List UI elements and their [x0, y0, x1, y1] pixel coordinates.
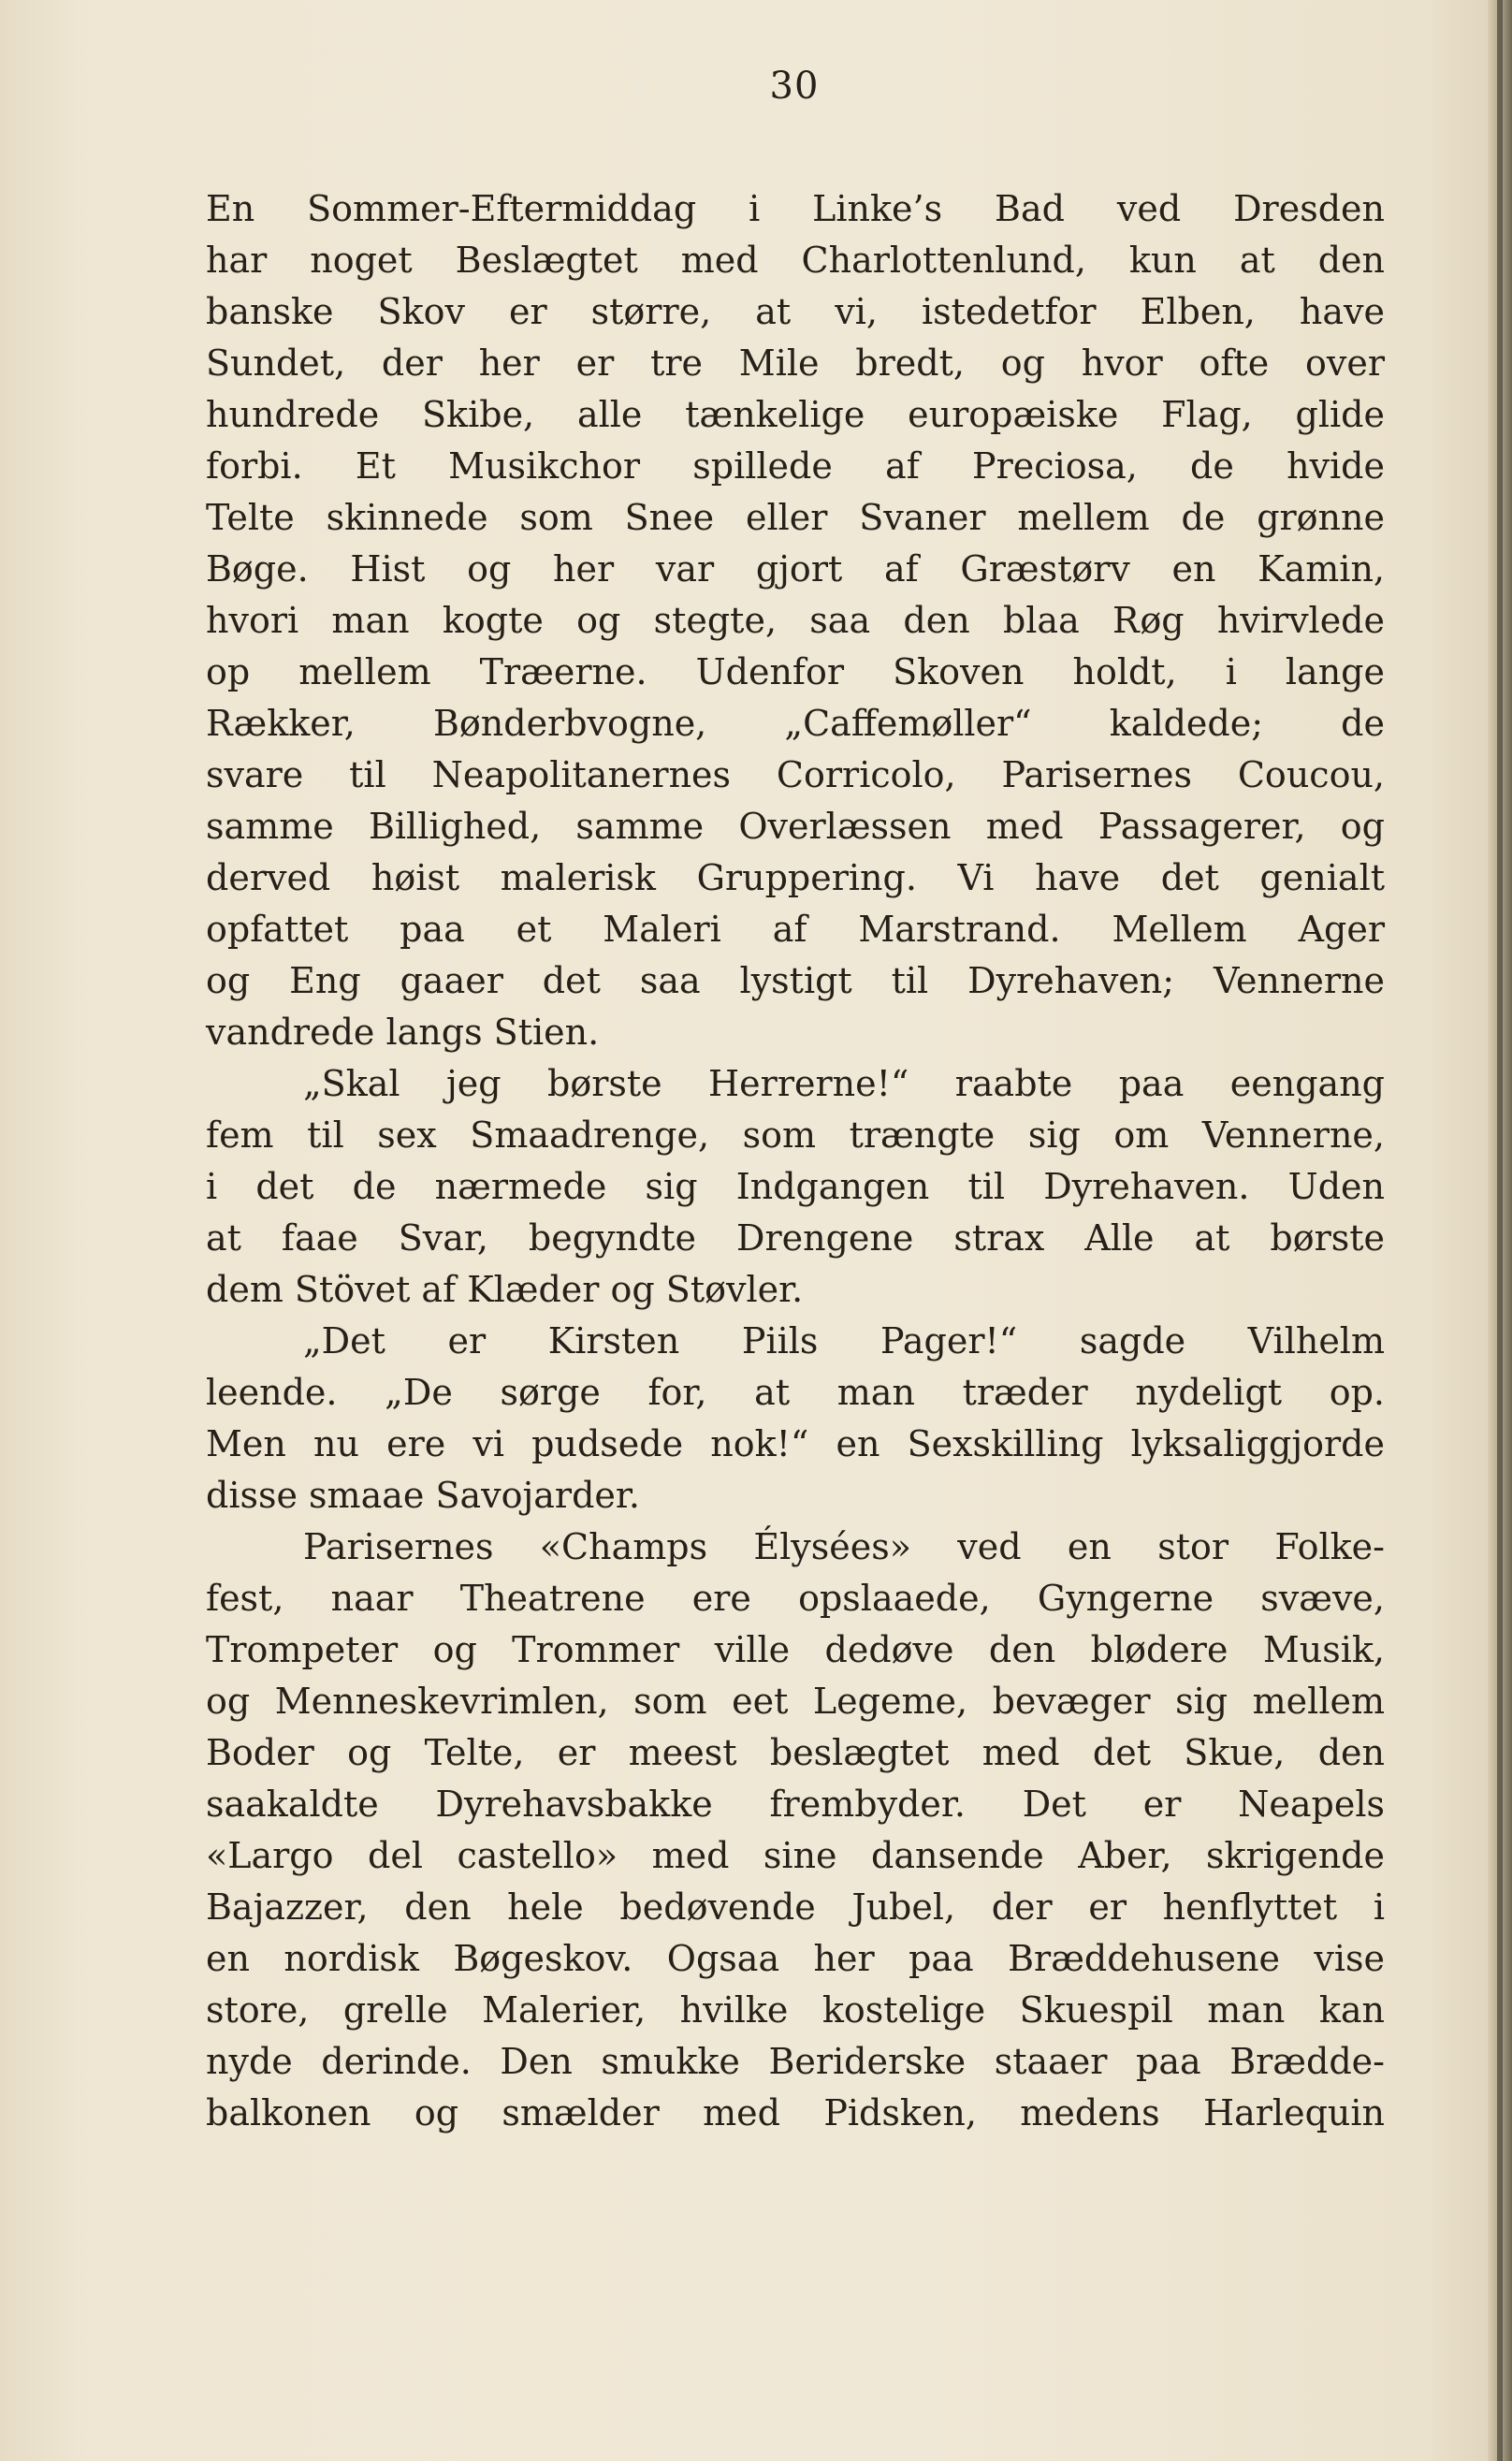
text-line: Telte skinnede som Snee eller Svaner mellem de grønne: [206, 497, 1385, 538]
text-line: op mellem Træerne. Udenfor Skoven holdt, i lange: [206, 651, 1385, 692]
text-line: balkonen og smælder med Pidsken, medens Harlequin: [206, 2092, 1385, 2133]
text-line: saakaldte Dyrehavsbakke frembyder. Det er Neapels: [206, 1784, 1385, 1825]
text-line: hundrede Skibe, alle tænkelige europæiske Flag, glide: [206, 394, 1385, 435]
text-line: opfattet paa et Maleri af Marstrand. Mellem Ager: [206, 909, 1385, 950]
text-line: «Largo del castello» med sine dansende Aber, skrigende: [206, 1835, 1385, 1876]
text-line: og Eng gaaer det saa lystigt til Dyrehaven; Vennerne: [206, 960, 1385, 1001]
text-line: En Sommer-Eftermiddag i Linke’s Bad ved Dresden: [206, 188, 1385, 229]
body-text: [206, 183, 1385, 2139]
text-line: Trompeter og Trommer ville dedøve den blødere Musik,: [206, 1629, 1385, 1670]
text-line: svare til Neapolitanernes Corricolo, Parisernes Coucou,: [206, 754, 1385, 795]
text-line: hvori man kogte og stegte, saa den blaa Røg hvirvlede: [206, 600, 1385, 641]
text-line: fest, naar Theatrene ere opslaaede, Gyngerne svæve,: [206, 1578, 1385, 1619]
text-line: samme Billighed, samme Overlæssen med Passagerer, og: [206, 806, 1385, 847]
text-line: „Skal jeg børste Herrerne!“ raabte paa eengang: [303, 1063, 1385, 1104]
text-line: Men nu ere vi pudsede nok!“ en Sexskilling lyksaliggjorde: [206, 1423, 1385, 1464]
text-line: vandrede langs Stien.: [206, 1012, 600, 1053]
text-line: Sundet, der her er tre Mile bredt, og hvor ofte over: [206, 342, 1385, 384]
text-line: store, grelle Malerier, hvilke kostelige Skuespil man kan: [206, 1989, 1385, 2031]
page-number: 30: [769, 65, 820, 108]
text-line: „Det er Kirsten Piils Pager!“ sagde Vilhelm: [303, 1320, 1385, 1362]
text-line: og Menneskevrimlen, som eet Legeme, bevæger sig mellem: [206, 1681, 1385, 1722]
text-line: i det de nærmede sig Indgangen til Dyrehaven. Uden: [206, 1166, 1385, 1207]
text-line: Bøge. Hist og her var gjort af Græstørv en Kamin,: [206, 548, 1385, 590]
text-line: forbi. Et Musikchor spillede af Preciosa, de hvide: [206, 445, 1385, 487]
text-line: Rækker, Bønderbvogne, „Caffemøller“ kaldede; de: [206, 703, 1385, 744]
page-edge-line: [1497, 0, 1503, 2461]
text-line: disse smaae Savojarder.: [206, 1475, 640, 1516]
text-line: Bajazzer, den hele bedøvende Jubel, der er henflyttet i: [206, 1886, 1385, 1928]
text-line: Boder og Telte, er meest beslægtet med det Skue, den: [206, 1732, 1385, 1773]
text-line: har noget Beslægtet med Charlottenlund, kun at den: [206, 240, 1385, 281]
text-line: derved høist malerisk Gruppering. Vi have det genialt: [206, 857, 1385, 898]
text-line: en nordisk Bøgeskov. Ogsaa her paa Bræddehusene vise: [206, 1938, 1385, 1979]
text-line: fem til sex Smaadrenge, som trængte sig om Vennerne,: [206, 1114, 1385, 1156]
text-line: Parisernes «Champs Élysées» ved en stor Folke-: [303, 1526, 1385, 1567]
text-line: at faae Svar, begyndte Drengene strax Alle at børste: [206, 1217, 1385, 1259]
text-line: leende. „De sørge for, at man træder nydeligt op.: [206, 1372, 1385, 1413]
text-line: dem Stövet af Klæder og Støvler.: [206, 1269, 804, 1310]
text-line: nyde derinde. Den smukke Beriderske staaer paa Brædde-: [206, 2041, 1385, 2082]
text-line: banske Skov er større, at vi, istedetfor Elben, have: [206, 291, 1385, 332]
